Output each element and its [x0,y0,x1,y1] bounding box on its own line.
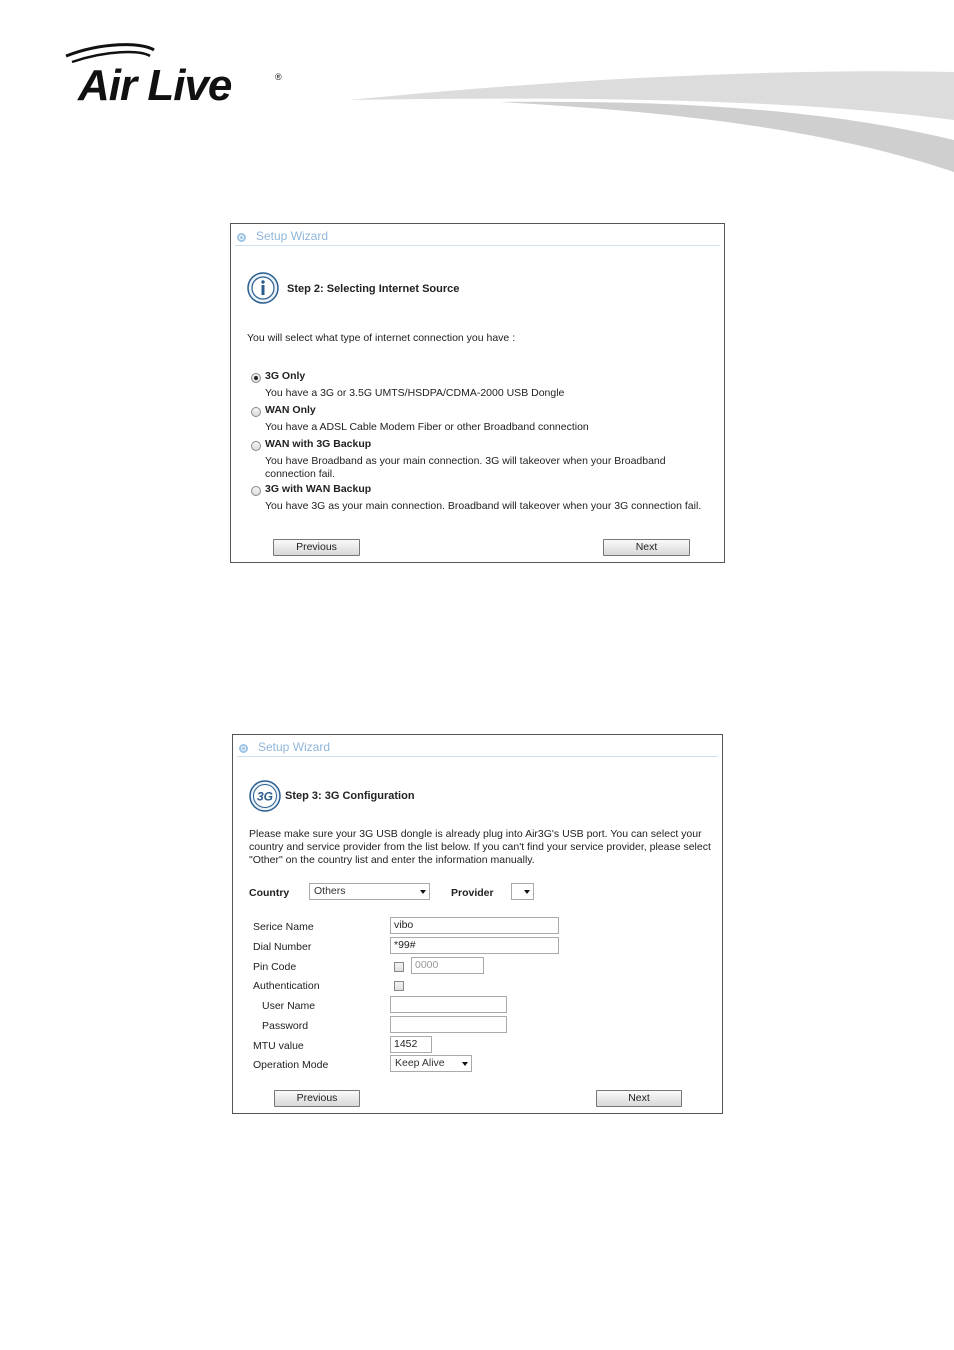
operation-mode-label: Operation Mode [253,1059,329,1071]
header-swoosh [350,60,954,180]
radio-wan-only[interactable] [251,407,261,417]
country-label: Country [249,887,290,899]
radio-wan-with-3g-backup[interactable] [251,441,261,451]
3g-icon [249,780,281,812]
provider-select[interactable] [511,883,534,900]
airlive-logo [62,40,292,110]
panel-header-title: Setup Wizard [258,740,331,754]
country-select-value: Others [314,885,346,897]
user-name-input[interactable] [390,996,507,1013]
chevron-down-icon [524,890,530,894]
pin-code-label: Pin Code [253,961,297,973]
option-label-wan-only: WAN Only [265,404,316,416]
dial-number-label: Dial Number [253,941,312,953]
wizard-icon [237,233,246,242]
setup-wizard-step3-panel [232,734,723,1114]
panel-header [239,740,330,754]
option-desc-wan-only: You have a ADSL Cable Modem Fiber or other Broadband connection [265,421,589,433]
mtu-label: MTU value [253,1040,304,1052]
operation-mode-select[interactable] [390,1055,472,1072]
authentication-label: Authentication [253,980,320,992]
step-title: Step 2: Selecting Internet Source [287,283,460,295]
service-name-input[interactable]: vibo [390,917,559,934]
brand-name: Air Live [78,61,232,110]
intro-text: Please make sure your 3G USB dongle is already plug into Air3G's USB port. You can select your country and service provider from the list below. If you can't find your service provider, please select "Other" on the country list and enter the information manually. [249,828,711,866]
option-label-3g-only: 3G Only [265,370,306,382]
mtu-input[interactable]: 1452 [390,1036,432,1053]
user-name-label: User Name [262,1000,316,1012]
radio-3g-with-wan-backup[interactable] [251,486,261,496]
pin-code-input[interactable]: 0000 [411,957,484,974]
3g-icon-text: 3G [256,789,274,804]
chevron-down-icon [420,890,426,894]
next-button[interactable]: Next [603,539,690,556]
next-button[interactable]: Next [596,1090,682,1107]
previous-button[interactable]: Previous [274,1090,360,1107]
password-label: Password [262,1020,309,1032]
option-label-3g-with-wan-backup: 3G with WAN Backup [265,483,372,495]
header-divider [237,756,718,757]
panel-header [237,229,328,243]
authentication-checkbox[interactable] [394,981,404,991]
svg-text:®: ® [275,72,282,82]
panel-header-title: Setup Wizard [256,229,329,243]
provider-label: Provider [451,887,494,899]
dial-number-input[interactable]: *99# [390,937,559,954]
option-label-wan-with-3g-backup: WAN with 3G Backup [265,438,372,450]
operation-mode-value: Keep Alive [395,1057,445,1069]
option-desc-wan-with-3g-backup: You have Broadband as your main connection. 3G will takeover when your Broadband connection fail. [265,455,666,480]
intro-text: You will select what type of internet connection you have : [247,332,516,344]
step-title: Step 3: 3G Configuration [285,790,415,802]
option-desc-3g-with-wan-backup: You have 3G as your main connection. Broadband will takeover when your 3G connection fail. [265,500,702,512]
option-desc-3g-only: You have a 3G or 3.5G UMTS/HSDPA/CDMA-2000 USB Dongle [265,387,565,399]
password-input[interactable] [390,1016,507,1033]
header-divider [235,245,720,246]
chevron-down-icon [462,1062,468,1066]
radio-3g-only[interactable] [251,373,261,383]
info-icon [247,272,279,304]
service-name-label: Serice Name [253,921,314,933]
setup-wizard-step2-panel [230,223,725,563]
wizard-icon [239,744,248,753]
country-select[interactable] [309,883,430,900]
previous-button[interactable]: Previous [273,539,360,556]
pin-code-checkbox[interactable] [394,962,404,972]
